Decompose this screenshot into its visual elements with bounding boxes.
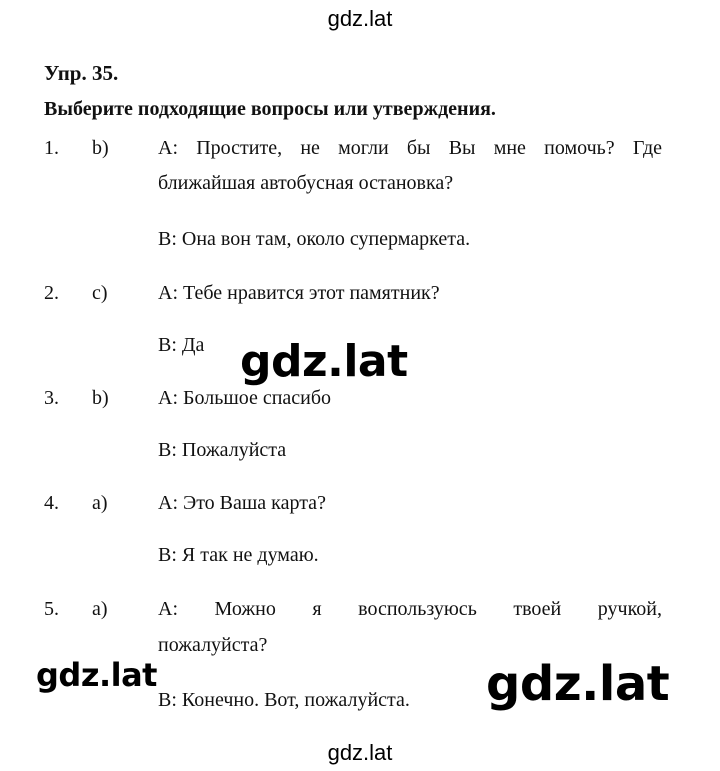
- item-2-answer: c): [92, 282, 108, 304]
- item-5-line-a1: A: Можно я воспользуюсь твоей ручкой,: [158, 598, 662, 620]
- item-4-answer: a): [92, 492, 108, 514]
- item-5-number: 5.: [44, 598, 59, 620]
- watermark-center: gdz.lat: [240, 336, 408, 387]
- item-2-number: 2.: [44, 282, 59, 304]
- item-5-line-b: B: Конечно. Вот, пожалуйста.: [158, 689, 410, 711]
- item-4-line-b: B: Я так не думаю.: [158, 544, 319, 566]
- exercise-instruction: Выберите подходящие вопросы или утверждения.: [44, 98, 496, 120]
- item-1-number: 1.: [44, 137, 59, 159]
- item-4-number: 4.: [44, 492, 59, 514]
- item-1-line-a2: ближайшая автобусная остановка?: [158, 172, 454, 194]
- item-3-line-a: A: Большое спасибо: [158, 387, 332, 409]
- item-1-answer: b): [92, 137, 109, 159]
- watermark-top: gdz.lat: [327, 6, 393, 31]
- watermark-left: gdz.lat: [36, 656, 157, 694]
- item-5-answer: a): [92, 598, 108, 620]
- item-2-line-a: A: Тебе нравится этот памятник?: [158, 282, 440, 304]
- item-3-line-b: B: Пожалуйста: [158, 439, 287, 461]
- exercise-title: Упр. 35.: [44, 61, 119, 85]
- item-3-number: 3.: [44, 387, 59, 409]
- item-5-line-a2: пожалуйста?: [158, 634, 268, 656]
- item-1-line-b: B: Она вон там, около супермаркета.: [158, 228, 471, 250]
- watermark-right: gdz.lat: [486, 656, 670, 712]
- item-1-line-a1: A: Простите, не могли бы Вы мне помочь? Где: [158, 137, 662, 159]
- item-3-answer: b): [92, 387, 109, 409]
- item-4-line-a: A: Это Ваша карта?: [158, 492, 326, 514]
- watermark-bottom: gdz.lat: [327, 740, 393, 765]
- item-2-line-b: B: Да: [158, 334, 205, 356]
